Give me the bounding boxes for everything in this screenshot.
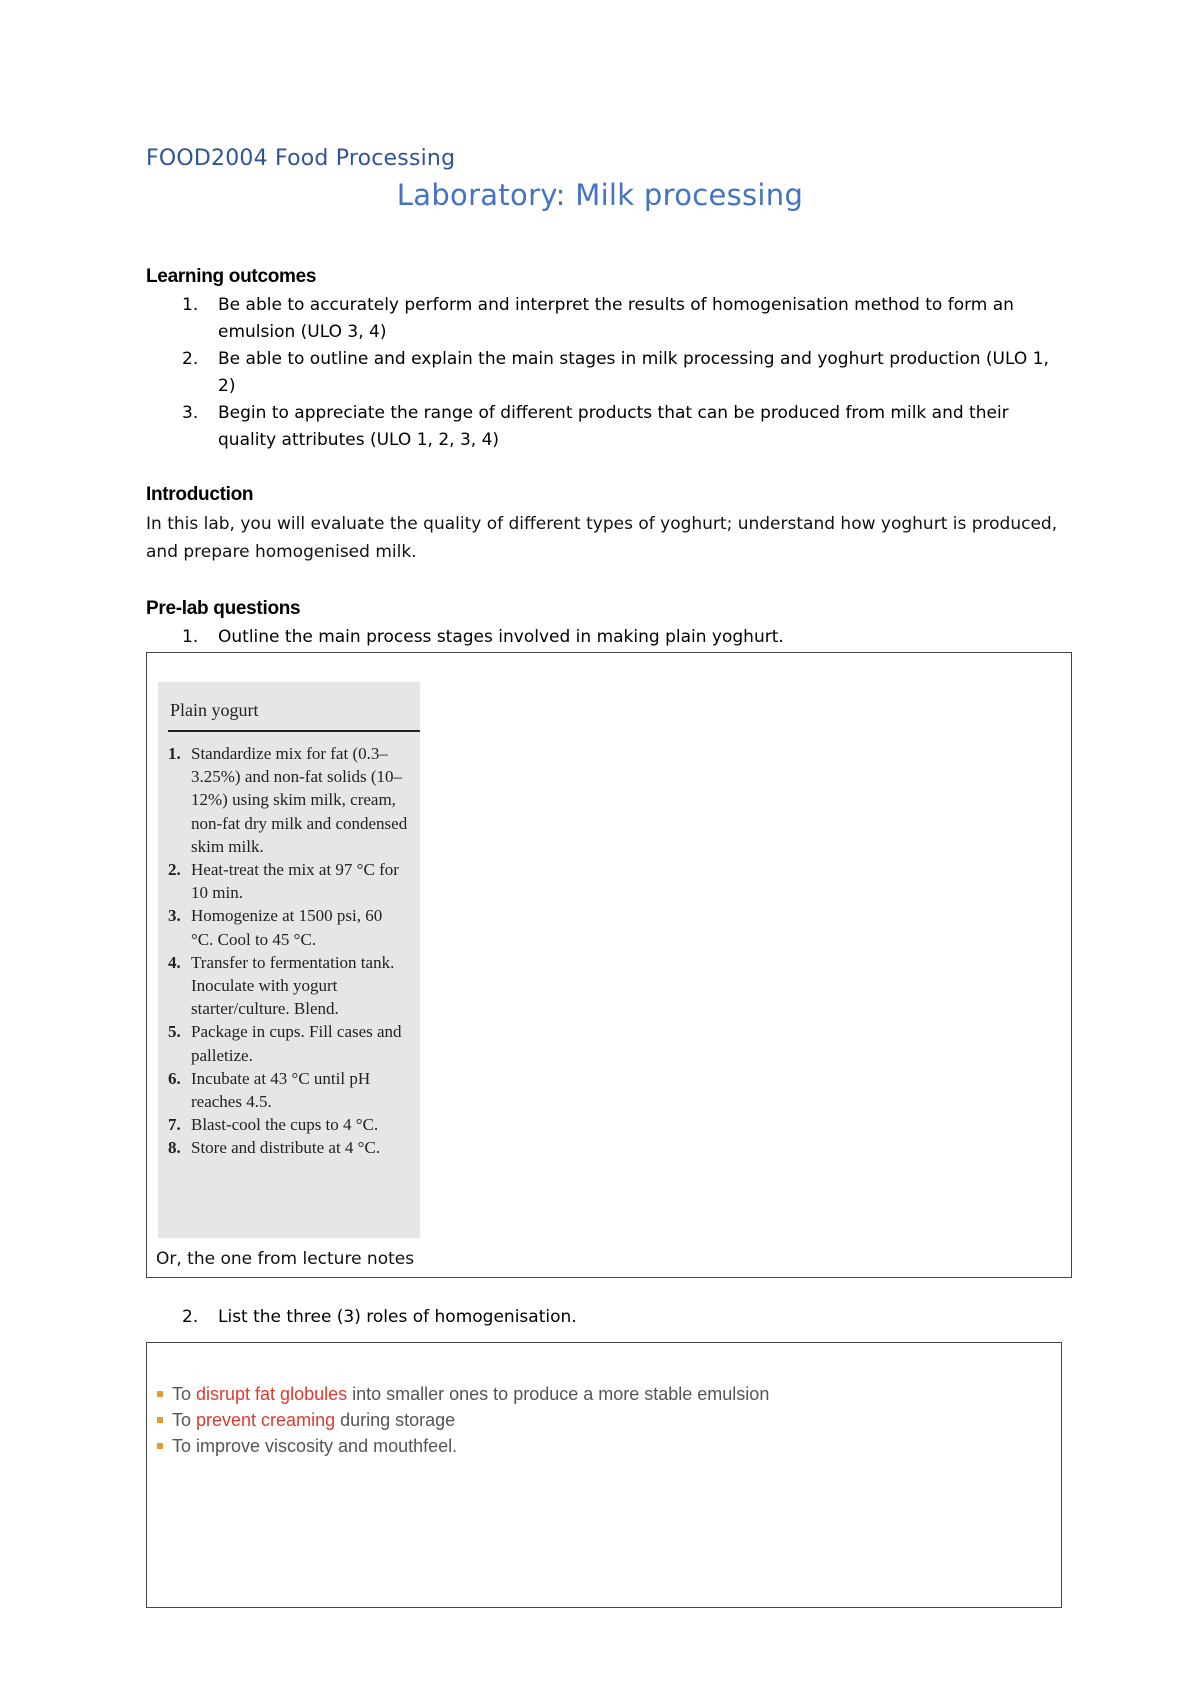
square-bullet-icon [157, 1391, 163, 1397]
step-text: Heat-treat the mix at 97 °C for 10 min. [191, 860, 399, 903]
step-number: 5. [168, 1022, 181, 1042]
role-text: into smaller ones to produce a more stable emulsion [347, 1384, 770, 1404]
role-highlight: disrupt fat globules [196, 1384, 348, 1404]
figure-title: Plain yogurt [170, 700, 259, 720]
lab-title: Laboratory: Milk processing [396, 178, 804, 212]
step-number: 7. [168, 1115, 181, 1135]
list-item [168, 742, 408, 858]
square-bullet-icon [157, 1417, 163, 1423]
step-text: Transfer to fermentation tank. Inoculate with yogurt starter/culture. Blend. [191, 952, 395, 1019]
step-number: 6. [168, 1068, 181, 1088]
learning-outcomes-list [146, 292, 1066, 454]
list-item [168, 1136, 408, 1159]
prelab-question-2-section [146, 1304, 1066, 1331]
list-text: Be able to accurately perform and interpret the results of homogenisation method to form an emulsion (ULO 3, 4) [218, 295, 1014, 342]
prelab-question-1 [146, 624, 1066, 651]
step-text: Incubate at 43 °C until pH reaches 4.5. [191, 1068, 371, 1112]
plain-yogurt-figure [158, 682, 420, 1238]
prelab-section [146, 598, 1066, 651]
step-text: Blast-cool the cups to 4 °C. [191, 1115, 379, 1135]
list-item [146, 624, 1066, 651]
list-item [146, 1304, 1066, 1331]
list-number: 1. [182, 627, 199, 647]
figure-divider [168, 730, 420, 732]
step-text: Homogenize at 1500 psi, 60 °C. Cool to 45 °C. [191, 906, 383, 949]
prelab-heading: Pre-lab questions [146, 598, 301, 619]
introduction-section [146, 484, 1066, 566]
list-number: 1. [182, 295, 199, 315]
list-text: Begin to appreciate the range of different products that can be produced from milk and their quality attributes (ULO 1, 2, 3, 4) [218, 403, 1009, 450]
step-text: Package in cups. Fill cases and palletize. [191, 1022, 402, 1065]
list-item [168, 1113, 408, 1136]
step-number: 1. [168, 744, 181, 763]
step-number: 3. [168, 906, 181, 926]
list-item [157, 1381, 769, 1407]
list-item [168, 858, 408, 904]
list-item [168, 951, 408, 1021]
list-text: Outline the main process stages involved in making plain yoghurt. [218, 627, 784, 647]
step-number: 8. [168, 1138, 181, 1158]
list-text: List the three (3) roles of homogenisation. [218, 1307, 577, 1327]
list-number: 2. [182, 1307, 199, 1327]
role-text: To [172, 1410, 197, 1430]
step-number: 4. [168, 952, 181, 972]
role-highlight: prevent creaming [196, 1410, 336, 1430]
list-number: 3. [182, 403, 199, 423]
role-text: To [172, 1384, 197, 1404]
step-text: Store and distribute at 4 °C. [191, 1138, 381, 1158]
role-text: To improve viscosity and mouthfeel. [172, 1436, 458, 1456]
introduction-heading: Introduction [146, 484, 254, 505]
answer-note: Or, the one from lecture notes [156, 1249, 415, 1269]
introduction-text: In this lab, you will evaluate the quality of different types of yoghurt; understand how yoghurt is produced, and prepare homogenised milk. [146, 514, 1058, 562]
role-text: during storage [335, 1410, 456, 1430]
step-text: Standardize mix for fat (0.3–3.25%) and non-fat solids (10–12%) using skim milk, cream, non-fat dry milk and condensed skim milk. [191, 744, 408, 856]
figure-steps [168, 742, 408, 1160]
list-item [146, 346, 1066, 400]
list-item [168, 1020, 408, 1066]
list-number: 2. [182, 349, 199, 369]
square-bullet-icon [157, 1443, 163, 1449]
list-item [168, 904, 408, 950]
step-number: 2. [168, 860, 181, 880]
list-item [146, 400, 1066, 454]
homogenisation-roles [157, 1381, 769, 1459]
course-title: FOOD2004 Food Processing [146, 146, 456, 171]
learning-outcomes-heading: Learning outcomes [146, 266, 317, 287]
list-item [157, 1433, 769, 1459]
answer-box-1 [146, 652, 1072, 1278]
list-item [157, 1407, 769, 1433]
list-item [168, 1067, 408, 1113]
answer-box-2 [146, 1342, 1062, 1608]
list-text: Be able to outline and explain the main stages in milk processing and yoghurt production (ULO 1, 2) [218, 349, 1049, 396]
learning-outcomes-section [146, 266, 1066, 454]
list-item [146, 292, 1066, 346]
prelab-question-2 [146, 1304, 1066, 1331]
